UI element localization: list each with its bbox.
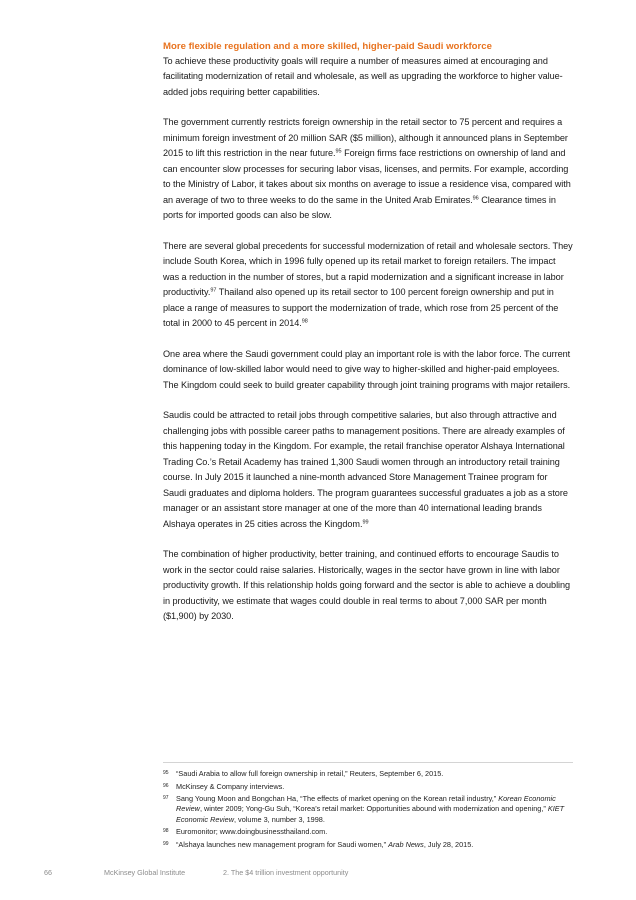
- paragraph-text: Foreign firms face restrictions on ownership of land and can encounter slow processes for securing labor visas, licenses, and permits. For example, according to the Ministry of Labor, it takes about six months on average to issue a residence visa, compared with an average of two to three weeks to do the same in the United Arab Emirates.: [163, 148, 571, 205]
- footnote-ref[interactable]: 95: [335, 148, 342, 155]
- chapter-title: 2. The $4 trillion investment opportunity: [223, 868, 349, 877]
- footnote-number: 95: [163, 770, 169, 776]
- page-number: 66: [44, 868, 52, 877]
- paragraph-text: Thailand also opened up its retail sector to 100 percent foreign ownership and put in place a range of measures to support the modernization of trade, which rose from 25 percent of the total in 2000 to 45 percent in 2014.: [163, 287, 559, 328]
- paragraph-5: [163, 408, 573, 532]
- paragraph-1: [163, 54, 573, 101]
- paragraph-text: The combination of higher productivity, better training, and continued efforts to encourage Saudis to work in the sector could raise salaries. Historically, wages in the sector have grown in line with labor productivity growth. If this relationship holds going forward and the sector is able to achieve a doubling in productivity, we estimate that wages could double in real terms to about 7,000 SAR per month ($1,900) by 2030.: [163, 549, 571, 621]
- paragraph-2: [163, 115, 573, 224]
- footnote-99: [163, 840, 573, 850]
- publisher-name: McKinsey Global Institute: [104, 868, 186, 877]
- footnote-number: 98: [163, 828, 169, 835]
- footnote-97: [163, 794, 573, 825]
- footnote-text: , July 28, 2015.: [423, 839, 474, 849]
- footnote-ref[interactable]: 96: [472, 195, 479, 201]
- paragraph-text: The government currently restricts foreign ownership in the retail sector to 75 percent and requires a minimum foreign investment of 20 million SAR ($5 million), although it announced plans in September 2015 to lift this restriction in the near future.: [163, 117, 568, 158]
- footnote-number: 97: [163, 795, 169, 802]
- footnotes: [163, 769, 573, 853]
- footnote-96: [163, 782, 573, 792]
- paragraph-text: Saudis could be attracted to retail jobs through competitive salaries, but also through attractive and challenging jobs with possible career paths to management positions. There are already examples of this happening today in the Kingdom. For example, the retail franchise operator Alshaya International Trading Co.’s Retail Academy has trained 1,300 Saudi women through an introductory retail training course. In July 2015 it launched a nine-month advanced Store Management Trainee program for Saudi graduates and diploma holders. The program guarantees successful graduates a job as a store manager or an assistant store manager at one of the more than 40 international leading brands Alshaya operates in 25 cities across the Kingdom.: [163, 410, 568, 529]
- paragraph-4: [163, 347, 573, 394]
- footnote-publication: Arab News: [388, 839, 424, 849]
- paragraph-text: Clearance times in ports for imported goods can also be slow.: [163, 194, 556, 220]
- footnote-publication: KIET Economic Review: [176, 804, 565, 824]
- footnote-ref[interactable]: 98: [301, 318, 308, 325]
- footnote-text: “Saudi Arabia to allow full foreign ownership in retail,” Reuters, September 6, 2015.: [176, 769, 444, 778]
- paragraph-text: To achieve these productivity goals will require a number of measures aimed at encouraging and facilitating modernization of retail and wholesale, as well as upgrading the workforce to higher value-added jobs requiring better capabilities.: [163, 55, 563, 97]
- footnote-text: McKinsey & Company interviews.: [176, 781, 285, 791]
- footnote-text: Sang Young Moon and Bongchan Ha, “The effects of market opening on the Korean retail industry,”: [176, 794, 499, 804]
- paragraph-text: One area where the Saudi government could play an important role is with the labor force. The current dominance of low-skilled labor would need to give way to higher-skilled and higher-paid employees. The Kingdom could seek to build greater capability through joint training programs with major retailers.: [163, 348, 571, 390]
- footnote-text: Euromonitor; www.doingbusinessthailand.com.: [176, 827, 328, 837]
- footnote-95: [163, 769, 573, 779]
- footnote-divider: [163, 762, 573, 763]
- section-heading: More flexible regulation and a more skilled, higher-paid Saudi workforce: [163, 41, 492, 52]
- footnote-ref[interactable]: 99: [362, 519, 369, 525]
- footnote-number: 96: [163, 782, 169, 789]
- footnote-text: “Alshaya launches new management program for Saudi women,”: [176, 839, 389, 849]
- main-content: [163, 40, 573, 640]
- footnote-98: [163, 827, 573, 837]
- paragraph-3: [163, 239, 573, 332]
- footnote-ref[interactable]: 97: [210, 287, 217, 294]
- paragraph-6: [163, 547, 573, 625]
- footnote-text: , winter 2009; Yong-Gu Suh, “Korea’s retail market: Opportunities abound with modernization and opening,”: [199, 804, 548, 814]
- footnote-text: , volume 3, number 3, 1998.: [234, 814, 325, 824]
- paragraph-text: There are several global precedents for successful modernization of retail and wholesale sectors. They include South Korea, which in 1996 fully opened up its retail market to foreign retailers. The impact was a reduction in the number of stores, but a rapid modernization and a significant increase in labor productivity.: [163, 240, 573, 297]
- page-footer: [0, 868, 636, 880]
- footnote-number: 99: [163, 840, 169, 847]
- footnote-publication: Korean Economic Review: [176, 794, 556, 814]
